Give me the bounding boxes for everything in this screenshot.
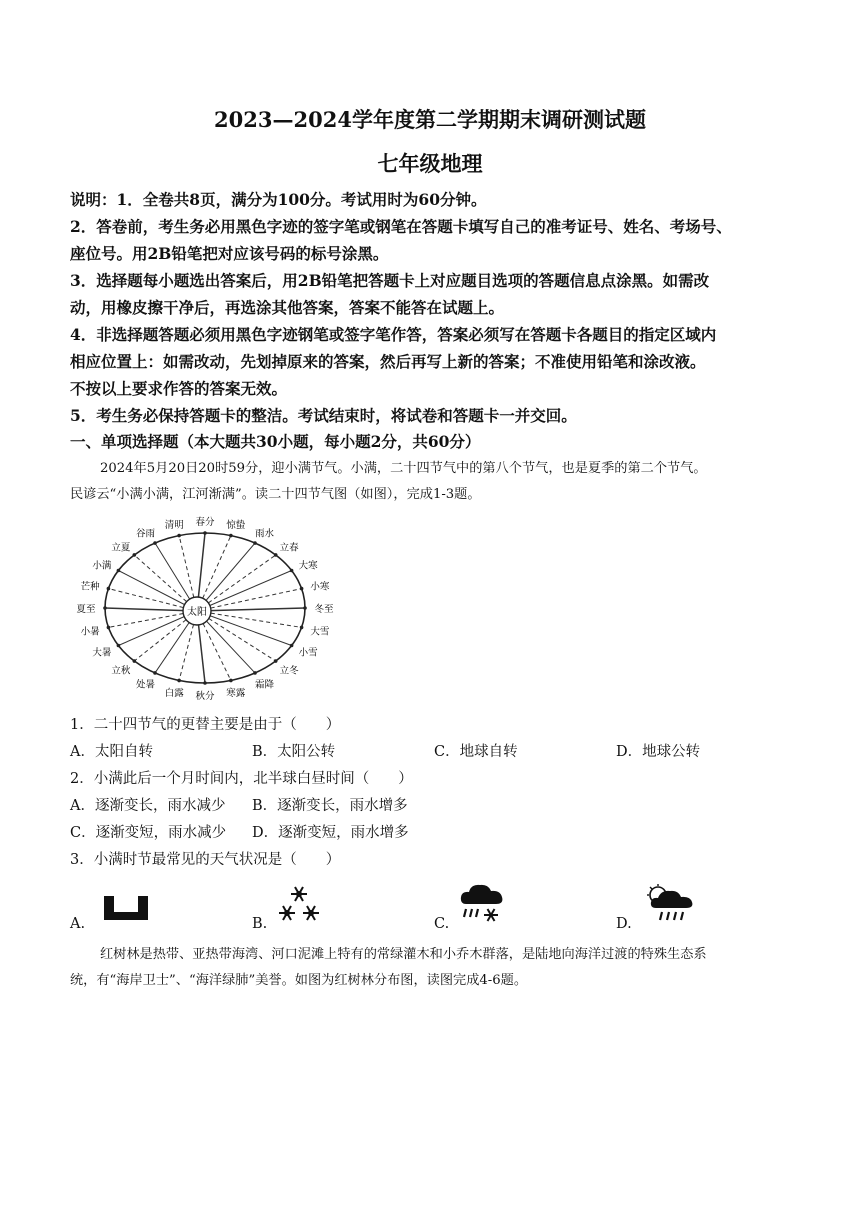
solar-term-label: 立夏 — [111, 542, 131, 554]
term-point — [253, 541, 257, 545]
term-point — [300, 587, 304, 591]
diagram-spoke — [197, 611, 302, 627]
solar-term-label: 立秋 — [111, 665, 131, 677]
term-point — [132, 553, 136, 557]
q2-option-d: D．逐渐变短，雨水增多 — [252, 825, 409, 841]
term-point — [274, 553, 278, 557]
q3-option-a: A. — [70, 916, 86, 932]
solar-term-label: 大暑 — [92, 647, 112, 659]
solar-term-label: 白露 — [164, 688, 184, 699]
solar-term-label: 芒种 — [80, 581, 100, 593]
solar-term-label: 小暑 — [80, 626, 100, 638]
sleet-icon — [458, 882, 506, 926]
diagram-spoke — [197, 571, 292, 612]
solar-term-label: 处暑 — [135, 679, 156, 691]
intro-paragraph: 民谚云“小满小满，江河渐满”。读二十四节气图（如图），完成1-3题。 — [70, 487, 481, 502]
instruction-line: 动，用橡皮擦干净后，再选涂其他答案，答案不能答在试题上。 — [70, 298, 505, 317]
solar-term-label: 冬至 — [314, 604, 334, 615]
exam-subtitle: 七年级地理 — [377, 151, 483, 176]
question-1-stem: 1．二十四节气的更替主要是由于（ ） — [70, 717, 341, 733]
solar-terms-diagram — [70, 508, 340, 706]
diagram-spoke — [197, 611, 292, 646]
intro-paragraph: 2024年5月20日20时59分，迎小满节气。小满，二十四节气中的第八个节气，也是夏季的第二个节气。 — [100, 461, 707, 476]
solar-term-label: 惊蛰 — [226, 520, 246, 531]
solar-term-label: 寒露 — [226, 688, 246, 699]
solar-term-label: 大寒 — [298, 560, 318, 572]
term-point — [153, 541, 157, 545]
q1-option-b: B．太阳公转 — [252, 744, 336, 760]
instruction-line: 2．答卷前，考生务必用黑色字迹的签字笔或钢笔在答题卡填写自己的准考证号、姓名、考场号、 — [70, 217, 732, 236]
intro-paragraph-2: 红树林是热带、亚热带海湾、河口泥滩上特有的常绿灌木和小乔木群落，是陆地向海洋过渡的特殊生态系 — [100, 947, 707, 962]
solar-term-label: 小满 — [92, 560, 112, 572]
solar-term-label: 小寒 — [310, 581, 330, 593]
solar-term-label: 谷雨 — [135, 528, 156, 540]
term-point — [177, 534, 181, 538]
solar-term-label: 雨水 — [254, 528, 275, 540]
section-heading: 一、单项选择题（本大题共30小题，每小题2分，共60分） — [70, 432, 481, 451]
term-point — [303, 606, 307, 610]
term-point — [290, 569, 294, 573]
exam-title: 2023—2024学年度第二学期期末调研测试题 — [214, 107, 646, 132]
intro-paragraph-2: 统，有“海岸卫士”、“海洋绿肺”美誉。如图为红树林分布图，读图完成4-6题。 — [70, 973, 528, 988]
term-point — [203, 531, 207, 535]
q2-option-b: B．逐渐变长，雨水增多 — [252, 798, 408, 814]
term-point — [300, 626, 304, 630]
term-point — [290, 644, 294, 648]
question-3-stem: 3．小满时节最常见的天气状况是（ ） — [70, 852, 341, 868]
instruction-line: 4．非选择题答题必须用黑色字迹钢笔或签字笔作答，答案必须写在答题卡各题目的指定区域内 — [70, 325, 717, 344]
q3-option-d: D. — [616, 916, 632, 932]
rain-icon — [644, 884, 696, 924]
solar-term-label: 霜降 — [254, 679, 275, 691]
sun-label: 太阳 — [187, 607, 207, 618]
term-point — [203, 681, 207, 685]
q1-option-a: A．太阳自转 — [70, 744, 153, 760]
q2-option-a: A．逐渐变长，雨水减少 — [70, 798, 226, 814]
solar-term-label: 立冬 — [279, 665, 299, 677]
q2-option-c: C．逐渐变短，雨水减少 — [70, 825, 227, 841]
term-point — [107, 587, 111, 591]
solar-term-label: 清明 — [164, 520, 184, 531]
term-point — [153, 671, 157, 675]
term-point — [229, 679, 233, 683]
solar-term-label: 夏至 — [76, 604, 96, 615]
diagram-spoke — [197, 608, 305, 611]
instruction-line: 座位号。用2B铅笔把对应该号码的标号涂黑。 — [70, 244, 389, 263]
solar-term-label: 大雪 — [310, 626, 330, 638]
term-point — [132, 659, 136, 663]
solar-term-label: 立春 — [279, 542, 299, 554]
term-point — [117, 569, 121, 573]
solar-term-label: 小雪 — [298, 647, 318, 659]
term-point — [107, 626, 111, 630]
term-point — [253, 671, 257, 675]
term-point — [274, 659, 278, 663]
instruction-line: 5．考生务必保持答题卡的整洁。考试结束时，将试卷和答题卡一并交回。 — [70, 406, 577, 425]
snow-icon — [276, 883, 322, 925]
solar-term-label: 秋分 — [195, 691, 215, 702]
q3-option-b: B. — [252, 916, 268, 932]
term-point — [229, 534, 233, 538]
instruction-line: 说明：1．全卷共8页，满分为100分。考试用时为60分钟。 — [70, 190, 487, 209]
q3-option-c: C. — [434, 916, 450, 932]
instruction-line: 不按以上要求作答的答案无效。 — [70, 379, 288, 398]
instruction-line: 3．选择题每小题选出答案后，用2B铅笔把答题卡上对应题目选项的答题信息点涂黑。如需改 — [70, 271, 710, 290]
term-point — [177, 679, 181, 683]
solar-term-label: 春分 — [195, 517, 215, 528]
term-point — [117, 644, 121, 648]
instruction-line: 相应位置上：如需改动，先划掉原来的答案，然后再写上新的答案；不准使用铅笔和涂改液。 — [70, 352, 706, 371]
q1-option-c: C．地球自转 — [434, 744, 518, 760]
question-2-stem: 2．小满此后一个月时间内，北半球白昼时间（ ） — [70, 771, 413, 787]
sandstorm-icon — [102, 894, 150, 922]
q1-option-d: D．地球公转 — [616, 744, 701, 760]
term-point — [103, 606, 107, 610]
